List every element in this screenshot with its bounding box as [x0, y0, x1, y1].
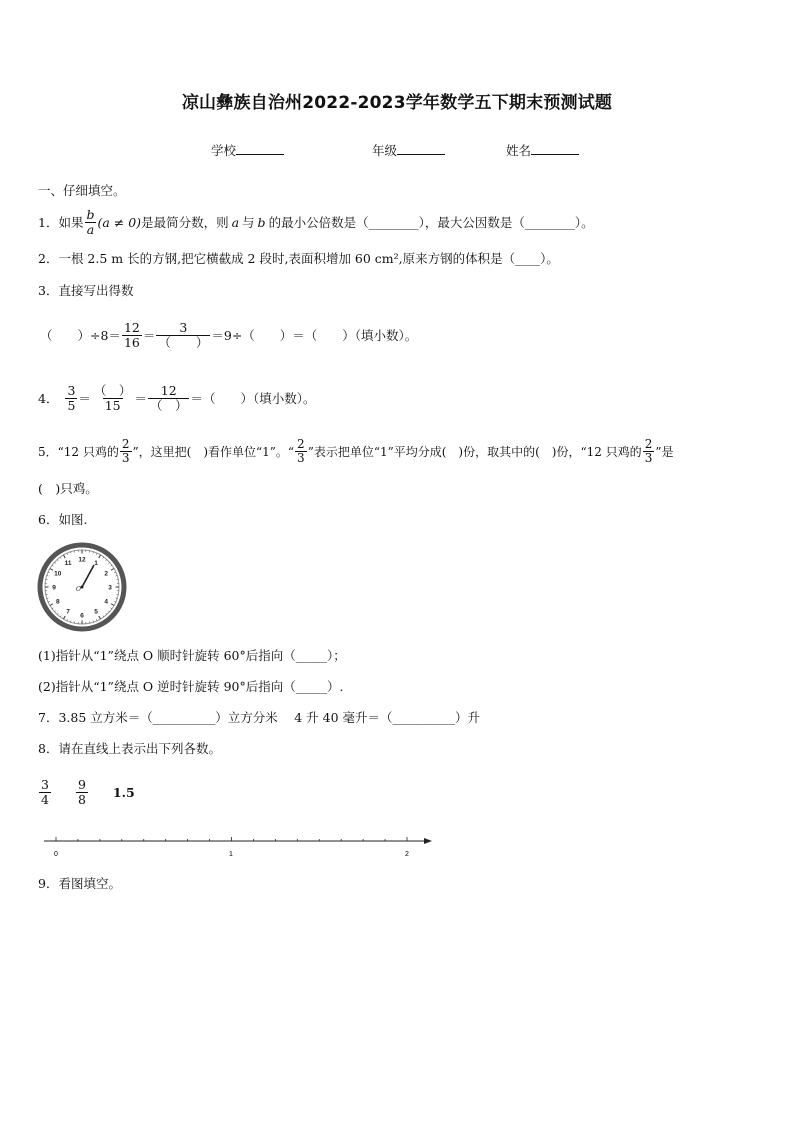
q5-f-den: 3	[121, 450, 130, 465]
clock-number: 7	[66, 608, 70, 616]
clock-number: 4	[104, 598, 109, 606]
question-5	[38, 432, 673, 470]
q1-and: 与	[242, 215, 255, 230]
q3-f1-den: 16	[123, 334, 140, 350]
q8-decimal: 1.5	[112, 784, 135, 800]
q1-text-1: 1．如果	[38, 215, 84, 230]
q5-fraction-1	[120, 438, 132, 464]
clock-number: 2	[104, 570, 109, 578]
q1-text-2: 是最简分数，则	[141, 215, 229, 230]
q8-f1-den: 4	[41, 791, 49, 807]
q4-fraction-3	[148, 384, 190, 411]
name-blank[interactable]	[531, 143, 579, 155]
q1-var-a: a	[231, 214, 240, 230]
clock-number: 6	[80, 612, 84, 620]
q8-fraction-2	[76, 778, 88, 805]
clock-number: 10	[54, 570, 62, 578]
q5-text-4: ”是	[655, 444, 674, 459]
q4-f2-den: 15	[104, 397, 121, 413]
question-3-label: 3．直接写出得数	[38, 283, 134, 298]
grade-field[interactable]	[372, 141, 445, 159]
q5-text-3: ”表示把单位“1”平均分成( )份，取其中的( )份，“12 只鸡的	[307, 444, 642, 459]
q4-f3-num: 12	[160, 383, 177, 399]
clock-number: 3	[108, 584, 112, 592]
q4-equals-1: ＝	[78, 391, 91, 406]
q3-f1-num: 12	[123, 320, 140, 336]
question-6-label: 6．如图.	[38, 512, 88, 527]
q5-text-2: ”，这里把( )看作单位“1”。“	[132, 444, 295, 459]
q8-fraction-1	[39, 778, 51, 805]
clock-number: 9	[52, 584, 56, 592]
clock-number: 5	[94, 608, 98, 616]
question-6-part-1: (1)指针从“1”绕点 O 顺时针旋转 60°后指向（_____）；	[38, 648, 346, 663]
q4-f2-num[interactable]: （ ）	[93, 383, 132, 399]
school-field[interactable]	[211, 141, 284, 159]
question-5-line-2: ( )只鸡。	[38, 481, 98, 496]
grade-blank[interactable]	[397, 143, 445, 155]
q4-fraction-2	[92, 384, 134, 411]
school-label: 学校	[211, 143, 237, 158]
axis-label-1: 1	[229, 851, 233, 858]
name-field[interactable]	[506, 141, 579, 159]
question-2: 2．一根 2.5 m 长的方钢,把它横截成 2 段时,表面积增加 60 cm²,原来方钢的体积是（____）。	[38, 251, 559, 266]
question-4	[38, 376, 315, 420]
q4-fraction-1	[65, 384, 77, 411]
question-8-label: 8．请在直线上表示出下列各数。	[38, 741, 221, 756]
question-8-numbers	[38, 771, 135, 813]
arrow-head-icon	[424, 838, 432, 844]
q1-var-b: b	[257, 214, 266, 230]
clock-center-label: O	[76, 586, 81, 593]
q5-f-den-2: 3	[297, 450, 305, 465]
clock-number: 11	[64, 560, 72, 568]
grade-label: 年级	[372, 143, 398, 158]
q3-equals: ＝	[142, 328, 156, 343]
q3-f2-den[interactable]: （ ）	[158, 334, 209, 350]
q5-fraction-2	[295, 438, 307, 464]
q8-f2-num: 9	[77, 777, 86, 793]
q3-fraction-2	[156, 321, 210, 348]
q1-fraction	[84, 208, 96, 235]
question-6-part-2: (2)指针从“1”绕点 O 逆时针旋转 90°后指向（_____）.	[38, 679, 344, 694]
page-title: 凉山彝族自治州2022-2023学年数学五下期末预测试题	[181, 93, 613, 113]
name-label: 姓名	[506, 143, 532, 158]
clock-number: 8	[55, 598, 60, 606]
q3-fraction-1	[122, 321, 142, 348]
question-3	[40, 313, 417, 357]
q4-f3-den[interactable]: （ ）	[149, 397, 188, 413]
q1-condition: (a ≠ 0)	[97, 214, 142, 230]
q1-fraction-num: b	[86, 207, 95, 223]
q8-f2-den: 8	[77, 791, 86, 807]
axis-label-0: 0	[54, 851, 58, 858]
q5-f-num-2: 2	[297, 436, 305, 451]
q4-f1-num: 3	[67, 383, 76, 399]
q8-f1-num: 3	[41, 777, 49, 793]
clock-icon	[37, 542, 127, 632]
q1-fraction-den: a	[86, 221, 95, 237]
question-9: 9．看图填空。	[38, 876, 121, 891]
q3-text-2: ＝9÷（ ）＝（ ）（填小数）。	[211, 328, 418, 343]
q5-text-1: 5．“12 只鸡的	[38, 444, 119, 459]
number-line[interactable]	[40, 830, 435, 862]
q1-text-3: 的最小公倍数是（________），最大公因数是（________）。	[268, 215, 594, 230]
q3-f2-num: 3	[179, 320, 188, 336]
q5-f-num: 2	[121, 436, 130, 451]
question-1	[38, 203, 594, 241]
q4-f1-den: 5	[67, 397, 76, 413]
q5-fraction-3	[643, 438, 655, 464]
q4-text-2: ＝（ ）（填小数）。	[190, 391, 316, 406]
section-heading: 一、仔细填空。	[38, 183, 126, 198]
q4-equals-2: ＝	[134, 391, 147, 406]
clock-number: 12	[78, 556, 86, 564]
q3-text-1: （ ）÷8＝	[40, 328, 121, 343]
question-7: 7．3.85 立方米＝（__________）立方分米 4 升 40 毫升＝（__________）升	[38, 710, 481, 725]
q5-f-num-3: 2	[644, 436, 653, 451]
q5-f-den-3: 3	[644, 450, 653, 465]
clock-number: 1	[94, 560, 98, 568]
school-blank[interactable]	[236, 143, 284, 155]
axis-label-2: 2	[405, 851, 409, 858]
q4-label: 4．	[38, 391, 59, 406]
